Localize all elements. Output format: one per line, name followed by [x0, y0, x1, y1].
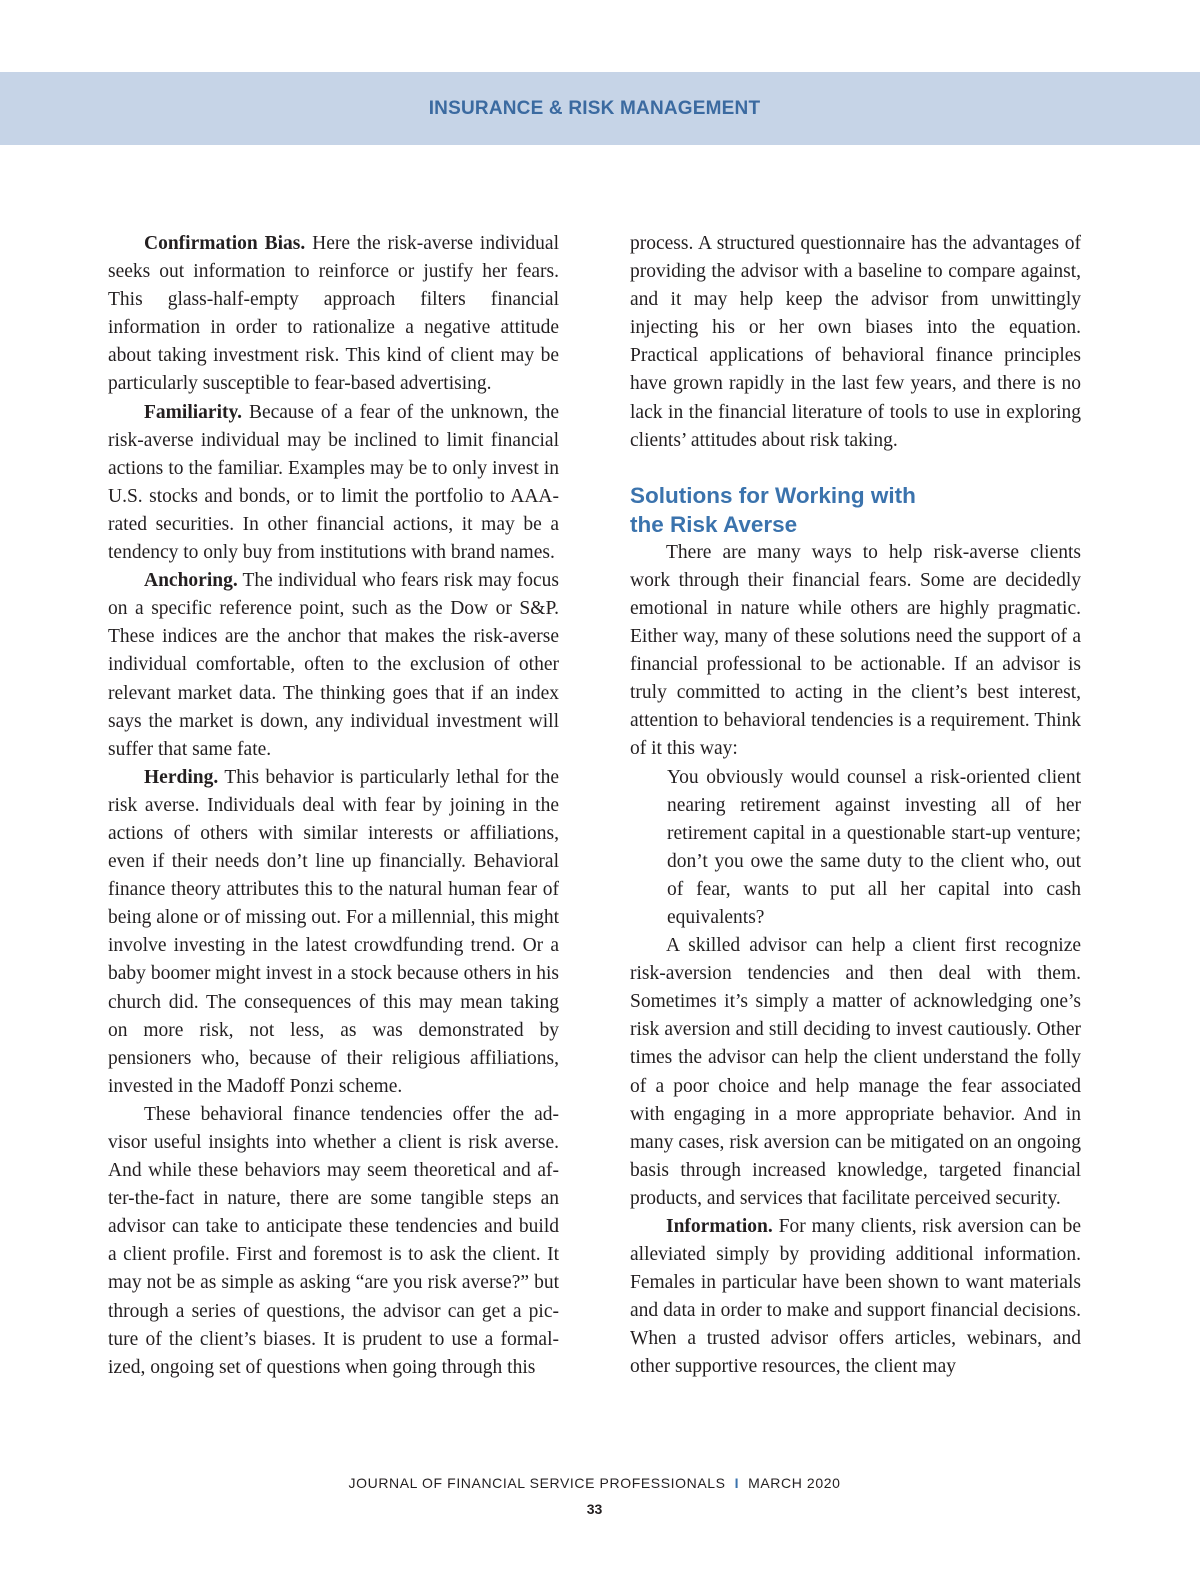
- issue-date: MARCH 2020: [748, 1475, 841, 1491]
- tendencies-paragraph: These behavioral finance tendencies offer the advisor useful insights into whether a client is risk averse. And while these behaviors may seem theoretical and after-the-fact in nature, there are some tangible steps an advisor can take to anticipate these tendencies and build a client profile. First and foremost is to ask the client. It may not be as simple as asking “are you risk averse?” but through a series of questions, the advisor can get a picture of the client’s biases. It is prudent to use a formalized, ongoing set of questions when going through this: [108, 1103, 559, 1378]
- herding-paragraph: [108, 764, 559, 1101]
- skilled-advisor-paragraph: A skilled advisor can help a client first recognize risk-aversion tendencies and then deal with them. Sometimes it’s simply a matter of acknowledging one’s risk aversion and still deciding to invest cautiously. Other times the advisor can help the client understand the folly of a poor choice and help manage the fear associated with engaging in a more appropriate behavior. And in many cases, risk aversion can be mitigated on an ongoing basis through increased knowledge, targeted financial products, and services that facilitate perceived security.: [630, 935, 1081, 1209]
- familiarity-text: Because of a fear of the unknown, the risk-averse individual may be inclined to limit financial actions to the familiar. Examples may be to only invest in U.S. stocks and bonds, or to limit the portfolio to AAA-rated securities. In other financial actions, it may be a tendency to only buy from institutions with brand names.: [108, 401, 559, 564]
- confirmation-bias-term: Confirmation Bias.: [144, 233, 306, 254]
- solutions-heading-line1: Solutions for Working with: [630, 482, 916, 508]
- solutions-heading: [630, 481, 1081, 539]
- page-number: 33: [586, 1501, 603, 1517]
- left-column: [108, 230, 559, 1382]
- familiarity-term: Familiarity.: [144, 401, 243, 423]
- solutions-intro-paragraph: There are many ways to help risk-averse clients work through their financial fears. Some are decidedly emotional in nature while others are highly pragmatic. Either way, many of these solutions need the support of a financial professional to be actionable. If an advisor is truly committed to acting in the client’s best interest, attention to behavioral tendencies is a requirement. Think of it this way:: [630, 541, 1081, 760]
- section-title: INSURANCE & RISK MANAGEMENT: [428, 98, 761, 119]
- block-quote: You obviously would counsel a risk-oriented client nearing retirement against investing all of her retirement capital in a questionable start-up venture; don’t you owe the same duty to the client who, out of fear, wants to put all her capital into cash equivalents?: [667, 766, 1081, 928]
- herding-text: This behavior is particularly lethal for the risk averse. Individuals deal with fear by joining in the actions of others with similar interests or affiliations, even if their needs don’t line up financially. Behavioral finance theory attributes this to the natural human fear of being alone or of missing out. For a millennial, this might involve investing in the latest crowdfunding trend. Or a baby boomer might invest in a stock because others in his church did. The consequences of this may mean taking on more risk, not less, as was demonstrated by pensioners who, because of their religious affiliations, invested in the Madoff Ponzi scheme.: [108, 766, 559, 1097]
- herding-term: Herding.: [144, 766, 219, 788]
- footer-separator: I: [734, 1475, 740, 1491]
- information-text: For many clients, risk aversion can be alleviated simply by providing additional information. Females in particular have been shown to want materials and data in order to make and support financial decisions. When a trusted advisor offers articles, webinars, and other supportive resources, the client may: [630, 1216, 1081, 1378]
- anchoring-text: The individual who fears risk may focus on a specific reference point, such as the Dow or S&P. These indices are the anchor that makes the risk-averse individual comfortable, often to the exclusion of other relevant market data. The thinking goes that if an index says the market is down, any individual investment will suffer that same fate.: [108, 570, 559, 760]
- familiarity-paragraph: [108, 399, 559, 568]
- journal-name: JOURNAL OF FINANCIAL SERVICE PROFESSIONALS: [348, 1475, 726, 1491]
- anchoring-paragraph: [108, 567, 559, 764]
- confirmation-bias-text: Here the risk-averse individual seeks out information to reinforce or justify her fears. This glass-half-empty approach filters financial information in order to rationalize a negative attitude about taking investment risk. This kind of client may be particularly susceptible to fear-based advertising.: [108, 233, 560, 395]
- footer-journal-line: [0, 1475, 1189, 1491]
- information-paragraph: [630, 1213, 1081, 1382]
- continuation-paragraph: process. A structured questionnaire has the advantages of providing the advisor with a baseline to compare against, and it may help keep the advisor from unwittingly injecting his or her own biases into the equation. Practical applications of behavioral finance principles have grown rapidly in the last few years, and there is no lack in the financial literature of tools to use in exploring clients’ attitudes about risk taking.: [630, 233, 1081, 451]
- confirmation-bias-paragraph: [108, 230, 559, 399]
- information-term: Information.: [666, 1216, 773, 1237]
- solutions-heading-line2: the Risk Averse: [630, 511, 798, 537]
- anchoring-term: Anchoring.: [144, 570, 238, 592]
- right-column: [630, 230, 1081, 1382]
